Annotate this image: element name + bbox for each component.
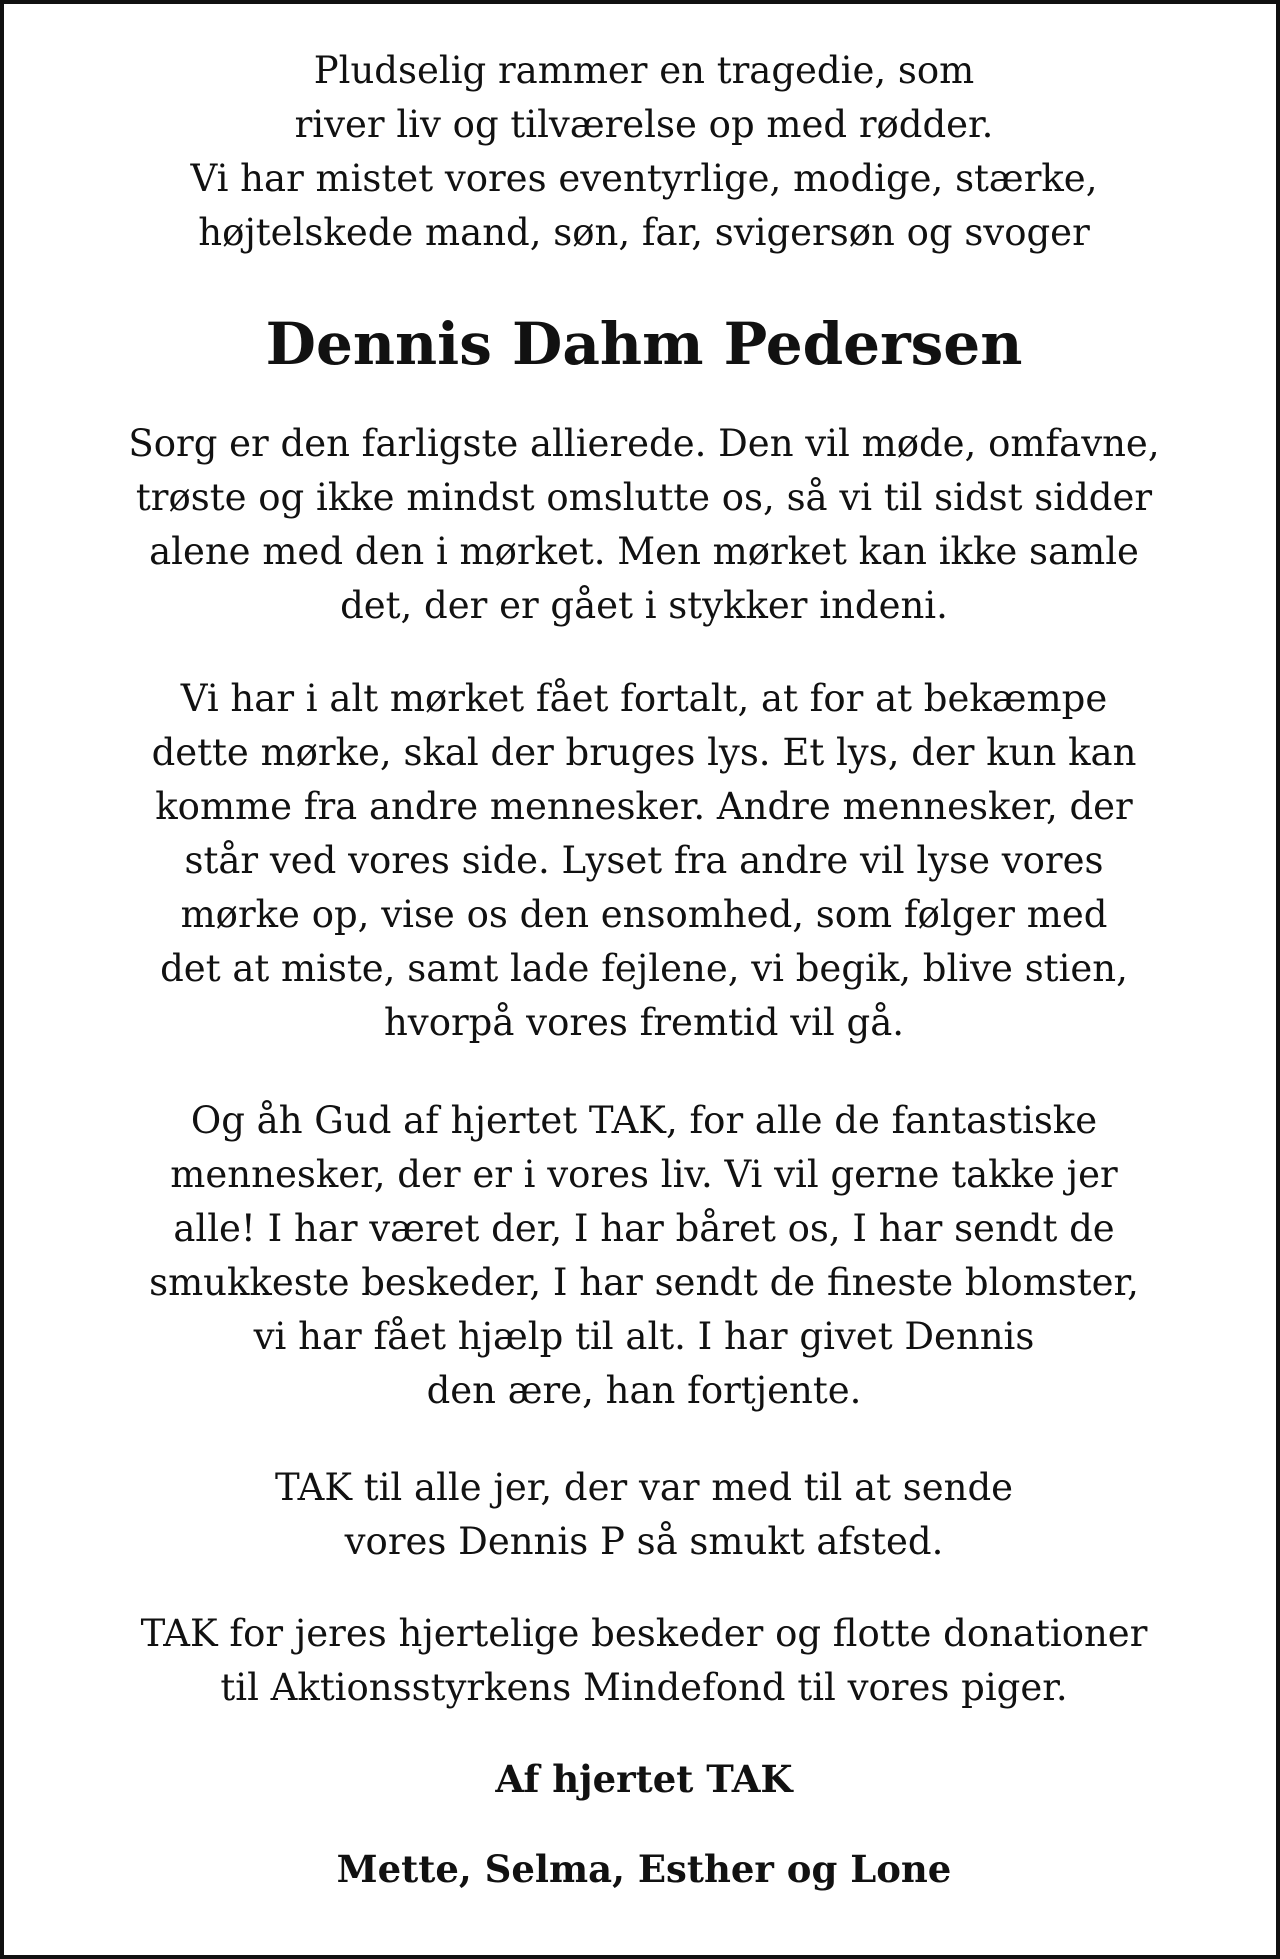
intro-text: Pludselig rammer en tragedie, som river liv og tilværelse op med rødder. Vi har mistet vores eventyrlige, modige, stærke, højtelskede mand, søn, far, svigersøn og svoger (190, 49, 1098, 254)
paragraph-donations: TAK for jeres hjertelige beskeder og flotte donationer til Aktionsstyrkens Mindefond til vores piger. (140, 1612, 1148, 1709)
paragraph-thanks: Og åh Gud af hjertet TAK, for alle de fantastiske mennesker, der er i vores liv. Vi vil gerne takke jer alle! I har været der, I har båret os, I har sendt de smukkeste beskeder, I har sendt de fineste blomster, vi har fået hjælp til alt. I har givet Dennis den ære, han fortjente. (149, 1099, 1139, 1412)
paragraph-grief: Sorg er den farligste allierede. Den vil møde, omfavne, trøste og ikke mindst omslutte os, så vi til sidst sidder alene med den i mørket. Men mørket kan ikke samle det, der er gået i stykker indeni. (128, 422, 1160, 627)
signers-line: Mette, Selma, Esther og Lone (336, 1847, 952, 1891)
deceased-name: Dennis Dahm Pedersen (265, 310, 1023, 378)
paragraph-light: Vi har i alt mørket fået fortalt, at for at bekæmpe dette mørke, skal der bruges lys. Et lys, der kun kan komme fra andre mennesker. Andre mennesker, der står ved vores side. Lyset fra andre vil lyse vores mørke op, vise os den ensomhed, som følger med det at miste, samt lade fejlene, vi begik, blive stien, hvorpå vores fremtid vil gå. (151, 677, 1137, 1044)
paragraph-farewell: TAK til alle jer, der var med til at sende vores Dennis P så smukt afsted. (274, 1466, 1014, 1563)
closing-line: Af hjertet TAK (495, 1757, 793, 1801)
